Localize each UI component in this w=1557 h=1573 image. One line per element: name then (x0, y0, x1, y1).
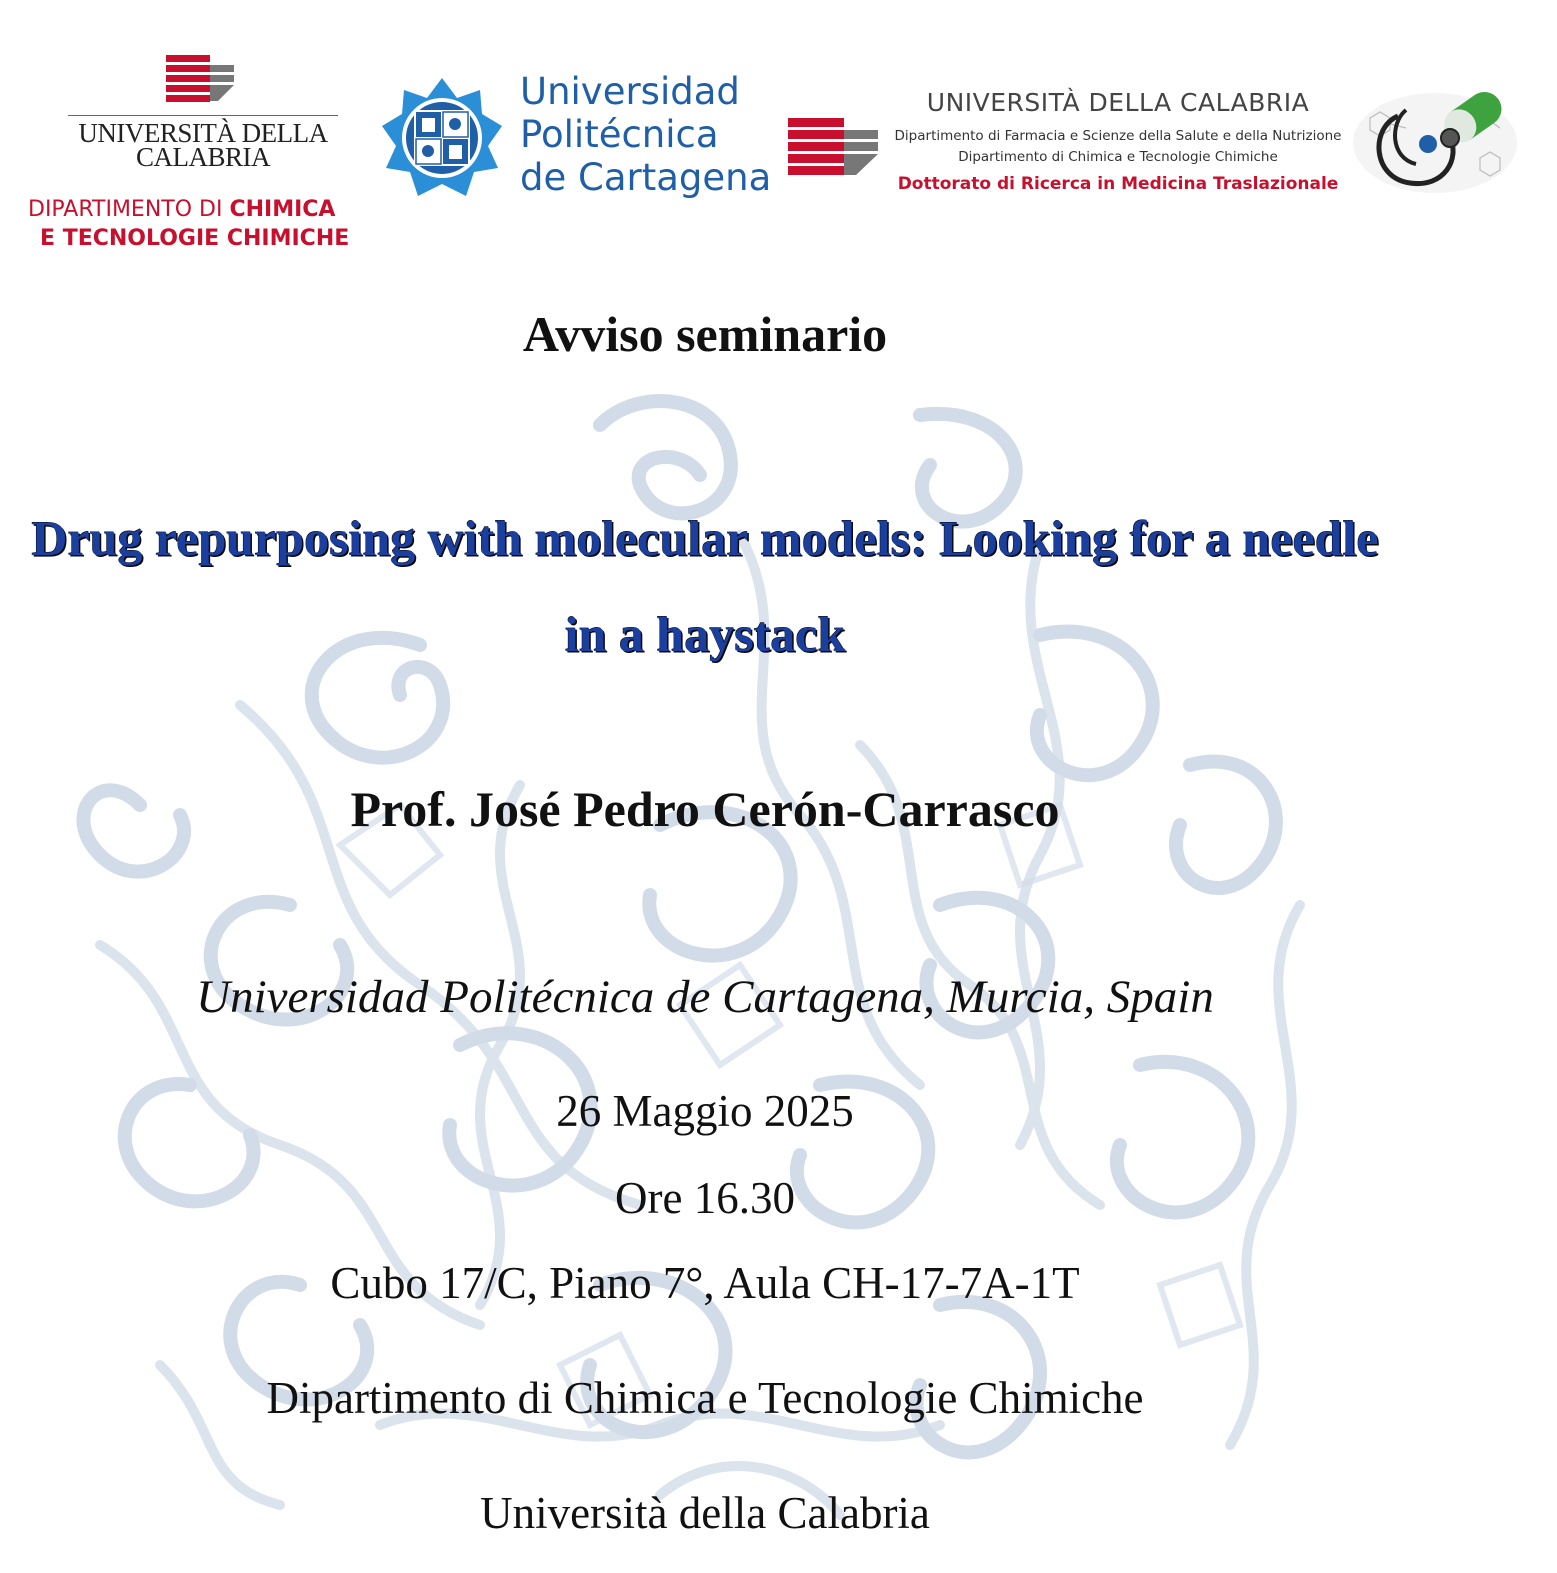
host-department: Dipartimento di Chimica e Tecnologie Chimiche (266, 1373, 1144, 1423)
unical-name-line1: UNIVERSITÀ DELLA (78, 118, 328, 148)
speaker-affiliation: Universidad Politécnica de Cartagena, Murcia, Spain (196, 971, 1214, 1023)
upct-name-line3: de Cartagena (520, 156, 772, 199)
upct-name-line1: Universidad (520, 70, 740, 113)
stethoscope-capsule-icon (1350, 88, 1520, 198)
unical-name (68, 118, 338, 172)
seminar-date: 26 Maggio 2025 (556, 1086, 854, 1136)
unical-dept-prefix: DIPARTIMENTO DI (28, 197, 230, 222)
doctorate-program-name: Dottorato di Ricerca in Medicina Traslazionale (897, 174, 1339, 194)
unical-divider (68, 115, 338, 116)
unical-dept-name (28, 195, 358, 253)
upct-seal-icon (380, 76, 504, 200)
speaker-name: Prof. José Pedro Cerón-Carrasco (350, 781, 1060, 837)
doctorate-university-name: UNIVERSITÀ DELLA CALABRIA (926, 88, 1310, 117)
unical-bars-icon (166, 55, 236, 103)
notice-heading: Avviso seminario (522, 306, 888, 362)
host-university: Università della Calabria (480, 1488, 930, 1538)
doctorate-bars-icon (788, 118, 880, 176)
upct-name (520, 70, 771, 199)
doctorate-logo (788, 88, 1528, 208)
unical-dept-line2: E TECNOLOGIE CHIMICHE (40, 226, 350, 251)
seminar-title: Drug repurposing with molecular models: Looking for a needle in a haystack (31, 510, 1379, 662)
upct-logo (380, 70, 780, 210)
unical-dept-bold: CHIMICA (229, 197, 336, 222)
unical-name-line2: CALABRIA (135, 142, 270, 172)
doctorate-dept-pharmacy: Dipartimento di Farmacia e Scienze della Salute e della Nutrizione (894, 128, 1342, 144)
seminar-room: Cubo 17/C, Piano 7°, Aula CH-17-7A-1T (330, 1258, 1080, 1308)
upct-name-line2: Politécnica (520, 113, 719, 156)
seminar-time: Ore 16.30 (615, 1173, 795, 1223)
doctorate-dept-chemistry: Dipartimento di Chimica e Tecnologie Chimiche (958, 149, 1278, 165)
unical-chemistry-logo (28, 55, 358, 255)
